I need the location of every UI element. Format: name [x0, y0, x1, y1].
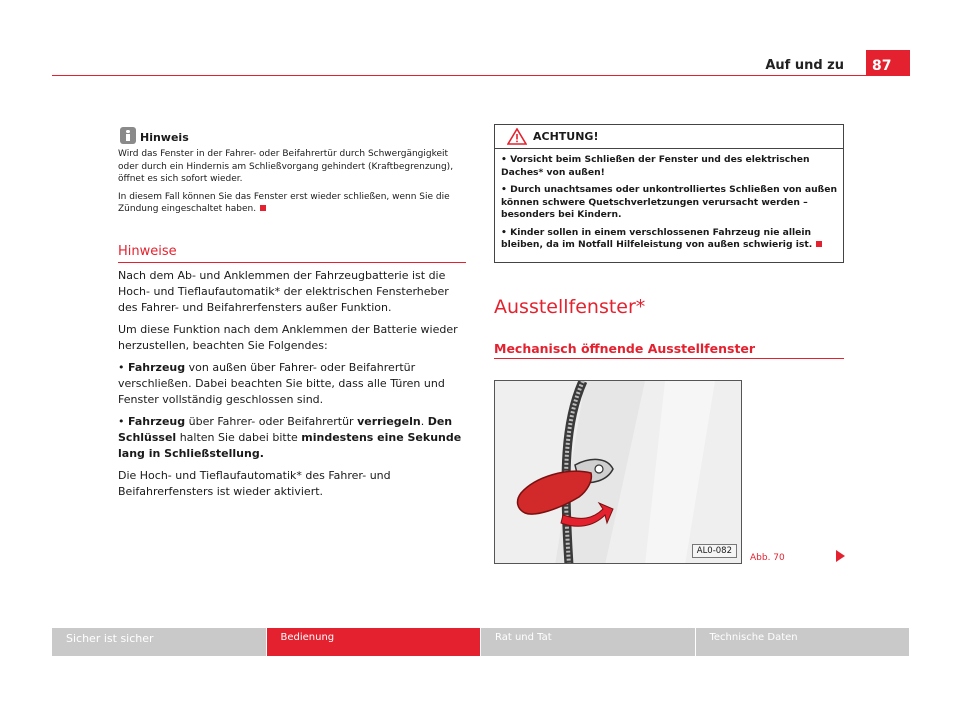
info-icon [120, 127, 136, 144]
warning-header [495, 125, 843, 149]
note-title: Hinweis [140, 131, 189, 144]
next-page-arrow-icon[interactable] [836, 550, 845, 562]
bullet-step-2: • Fahrzeug über Fahrer- oder Beifahrertür verriegeln. Den Schlüssel halten Sie dabei bitte mindestens eine Sekunde lang in Schließstellung. [118, 415, 462, 460]
warning-box [494, 124, 844, 263]
end-marker-icon [260, 205, 266, 211]
warning-title: ACHTUNG! [533, 130, 599, 143]
latch-illustration [495, 381, 742, 564]
warning-triangle-icon [507, 128, 527, 145]
bullet-step-1: • Fahrzeug von außen über Fahrer- oder Beifahrertür verschließen. Dabei beachten Sie bitte, dass alle Türen und Fenster vollständig geschlossen sind. [118, 361, 445, 406]
warning-item: • Durch unachtsames oder unkontrolliertes Schließen von außen können schwere Quetschverletzungen verursacht werden – besonders bei Kindern. [501, 184, 838, 220]
note-block [118, 124, 466, 216]
paragraph: Nach dem Ab- und Anklemmen der Fahrzeugbatterie ist die Hoch- und Tieflaufautomatik* der elektrischen Fensterheber des Fahrer- und Beifahrerfensters außer Funktion. [118, 269, 449, 314]
note-header [118, 124, 466, 144]
note-paragraph: Wird das Fenster in der Fahrer- oder Beifahrertür durch Schwergängigkeit oder durch ein Hindernis am Schließvorgang gehindert (Kraftbegrenzung), öffnet es sich sofort wieder. [118, 149, 454, 184]
tab-sicher-ist-sicher[interactable]: Sicher ist sicher [52, 628, 266, 656]
figure-caption: Abb. 70 [750, 553, 785, 563]
warning-body [495, 149, 843, 252]
hinweise-body [118, 268, 470, 506]
warning-item: • Vorsicht beim Schließen der Fenster und des elektrischen Daches* von außen! [501, 154, 810, 178]
header-rule [52, 75, 910, 76]
chapter-title: Auf und zu [765, 58, 844, 73]
warning-item: • Kinder sollen in einem verschlossenen Fahrzeug nie allein bleiben, da im Notfall Hilfeleistung von außen schwierig ist. [501, 227, 837, 252]
end-marker-icon [816, 241, 822, 247]
figure-code: AL0-082 [692, 544, 737, 558]
page-number: 87 [866, 50, 910, 76]
section-title: Ausstellfenster* [494, 296, 646, 318]
tab-bedienung[interactable]: Bedienung [267, 628, 481, 656]
note-paragraph: In diesem Fall können Sie das Fenster erst wieder schließen, wenn Sie die Zündung eingeschaltet haben. [118, 191, 450, 214]
section-heading-hinweise: Hinweise [118, 244, 466, 263]
paragraph: Um diese Funktion nach dem Anklemmen der Batterie wieder herzustellen, beachten Sie Folgendes: [118, 323, 458, 352]
tab-rat-und-tat[interactable]: Rat und Tat [481, 628, 695, 656]
tab-technische-daten[interactable]: Technische Daten [696, 628, 910, 656]
figure-window-latch [494, 380, 742, 564]
section-subtitle: Mechanisch öffnende Ausstellfenster [494, 341, 844, 359]
paragraph: Die Hoch- und Tieflaufautomatik* des Fahrer- und Beifahrerfensters ist wieder aktiviert. [118, 469, 391, 498]
footer-nav [52, 628, 910, 656]
